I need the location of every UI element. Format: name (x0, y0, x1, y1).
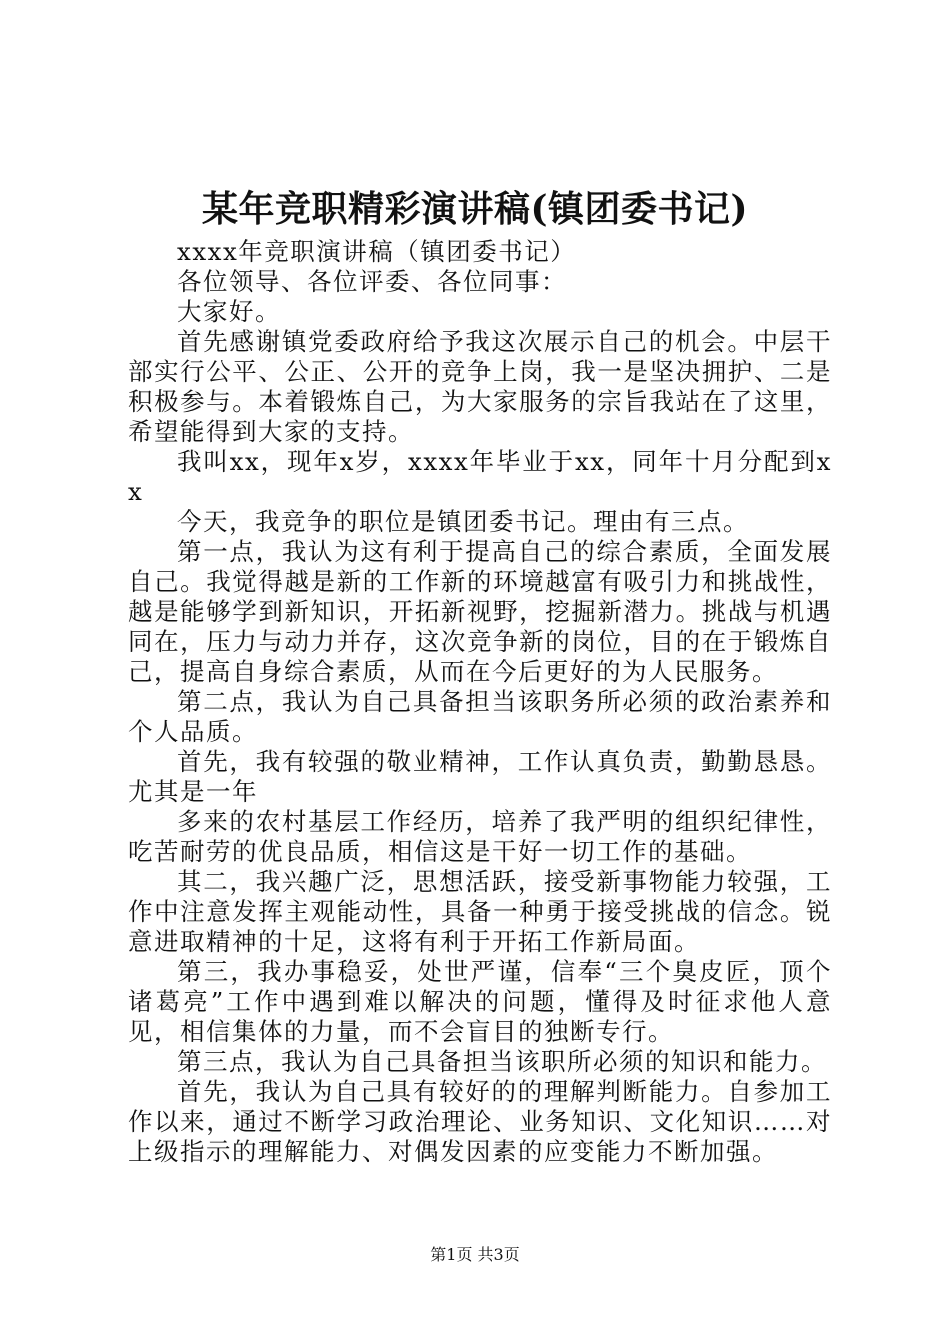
paragraph-salutation: 各位领导、各位评委、各位同事： (177, 267, 567, 296)
page-number-footer: 第1页 共3页 (430, 1245, 520, 1264)
paragraph-self-intro: 我叫xx，现年x岁，xxxx年毕业于xx，同年十月分配到xx (128, 447, 832, 506)
paragraph-understanding: 首先，我认为自己具有较好的的理解判断能力。自参加工作以来，通过不断学习政治理论、业务知识、文化知识……对上级指示的理解能力、对偶发因素的应变能力不断加强。 (128, 1077, 832, 1166)
paragraph-second-quality: 其二，我兴趣广泛，思想活跃，接受新事物能力较强，工作中注意发挥主观能动性，具备一种勇于接受挑战的信念。锐意进取精神的十足，这将有利于开拓工作新局面。 (128, 867, 832, 956)
paragraph-thanks: 首先感谢镇党委政府给予我这次展示自己的机会。中层干部实行公平、公正、公开的竞争上岗，我一是坚决拥护、二是积极参与。本着锻炼自己，为大家服务的宗旨我站在了这里，希望能得到大家的支持。 (128, 327, 832, 446)
paragraph-greeting: 大家好。 (177, 297, 281, 326)
paragraph-position: 今天，我竞争的职位是镇团委书记。理由有三点。 (177, 507, 749, 536)
paragraph-first-quality: 首先，我有较强的敬业精神，工作认真负责，勤勤恳恳。尤其是一年 (128, 747, 832, 806)
paragraph-point-one: 第一点，我认为这有利于提高自己的综合素质，全面发展自己。我觉得越是新的工作新的环境越富有吸引力和挑战性，越是能够学到新知识，开拓新视野，挖掘新潜力。挑战与机遇同在，压力与动力并存，这次竞争新的岗位，目的在于锻炼自己，提高自身综合素质，从而在今后更好的为人民服务。 (128, 537, 832, 686)
paragraph-heading-line: xxxx年竞职演讲稿（镇团委书记） (177, 237, 577, 266)
paragraph-experience: 多来的农村基层工作经历，培养了我严明的组织纪律性，吃苦耐劳的优良品质，相信这是干好一切工作的基础。 (128, 807, 832, 866)
document-title: 某年竞职精彩演讲稿(镇团委书记) (201, 188, 749, 230)
paragraph-point-three: 第三点，我认为自己具备担当该职所必须的知识和能力。 (177, 1047, 827, 1076)
paragraph-third-quality: 第三，我办事稳妥，处世严谨，信奉“三个臭皮匠，顶个诸葛亮”工作中遇到难以解决的问题，懂得及时征求他人意见，相信集体的力量，而不会盲目的独断专行。 (128, 957, 832, 1046)
paragraph-point-two: 第二点，我认为自己具备担当该职务所必须的政治素养和个人品质。 (128, 687, 832, 746)
document-body (128, 237, 832, 1167)
